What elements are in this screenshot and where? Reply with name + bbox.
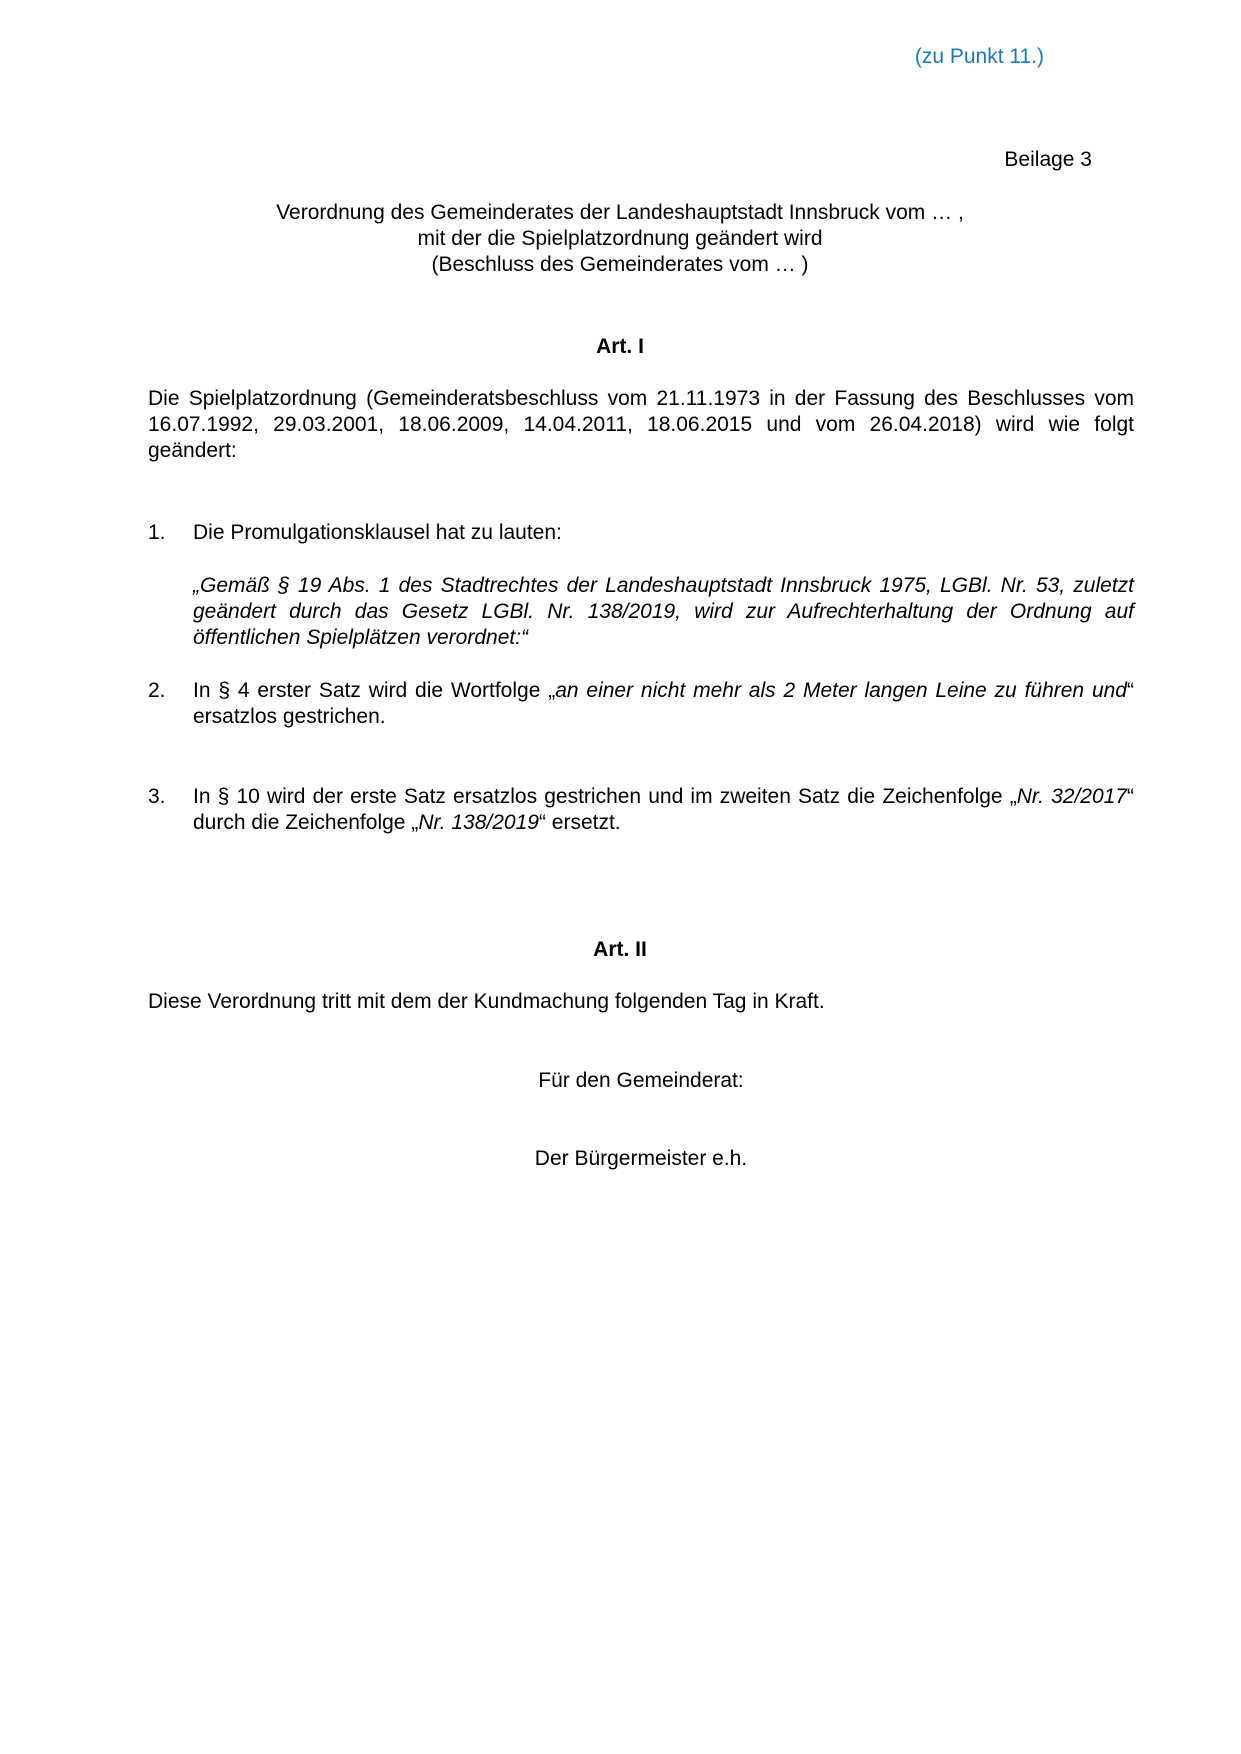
list-item-2-number: 2. xyxy=(148,679,166,702)
list-item-2-phrase: an einer nicht mehr als 2 Meter langen Leine zu führen und xyxy=(555,679,1127,702)
title-line-2: mit der die Spielplatzordnung geändert wird xyxy=(417,227,823,250)
document-title xyxy=(148,200,1092,278)
attachment-label: Beilage 3 xyxy=(1004,148,1092,171)
list-item-3-new-number: Nr. 138/2019 xyxy=(418,811,539,834)
signature-line-2: Der Bürgermeister e.h. xyxy=(534,1147,748,1170)
article-1-heading: Art. I xyxy=(596,335,644,358)
article-2-text: Diese Verordnung tritt mit dem der Kundmachung folgenden Tag in Kraft. xyxy=(148,990,825,1013)
list-item-3-text-c: “ durch die Zeichenfolge „ xyxy=(193,785,1134,834)
list-item-3-old-number: Nr. 32/2017 xyxy=(1016,785,1127,808)
list-item-3-number: 3. xyxy=(148,785,166,808)
article-2-heading: Art. II xyxy=(593,938,647,961)
list-item-3-text-a: In § 10 wird der erste Satz ersatzlos gestrichen und im zweiten Satz die Zeichenfolge „ xyxy=(193,785,1017,808)
list-item-2-text-a: In § 4 erster Satz wird die Wortfolge „ xyxy=(193,679,556,702)
article-1-intro: Die Spielplatzordnung (Gemeinderatsbeschluss vom 21.11.1973 in der Fassung des Beschlusses vom 16.07.1992, 29.03.2001, 18.06.2009, 14.04.2011, 18.06.2015 und vom 26.04.2018) wird wie folgt geändert: xyxy=(148,387,1134,462)
title-line-1: Verordnung des Gemeinderates der Landeshauptstadt Innsbruck vom … , xyxy=(276,201,964,224)
list-item-1-text: Die Promulgationsklausel hat zu lauten: xyxy=(193,521,562,544)
list-item-3-text-e: “ ersetzt. xyxy=(538,811,621,834)
list-item-1-number: 1. xyxy=(148,521,166,544)
reference-note: (zu Punkt 11.) xyxy=(914,45,1044,68)
signature-line-1: Für den Gemeinderat: xyxy=(538,1069,744,1092)
list-item-2-text-c: “ ersatzlos gestrichen. xyxy=(193,679,1134,728)
promulgation-clause-quote: „Gemäß § 19 Abs. 1 des Stadtrechtes der Landeshauptstadt Innsbruck 1975, LGBl. Nr. 53, zuletzt geändert durch das Gesetz LGBl. Nr. 138/2019, wird zur Aufrechterhaltung der Ordnung auf öffentlichen Spielplätzen verordnet:“ xyxy=(193,574,1134,649)
list-item-3-text xyxy=(193,784,1134,836)
list-item-2-text xyxy=(193,678,1134,730)
title-line-3: (Beschluss des Gemeinderates vom … ) xyxy=(431,253,809,276)
